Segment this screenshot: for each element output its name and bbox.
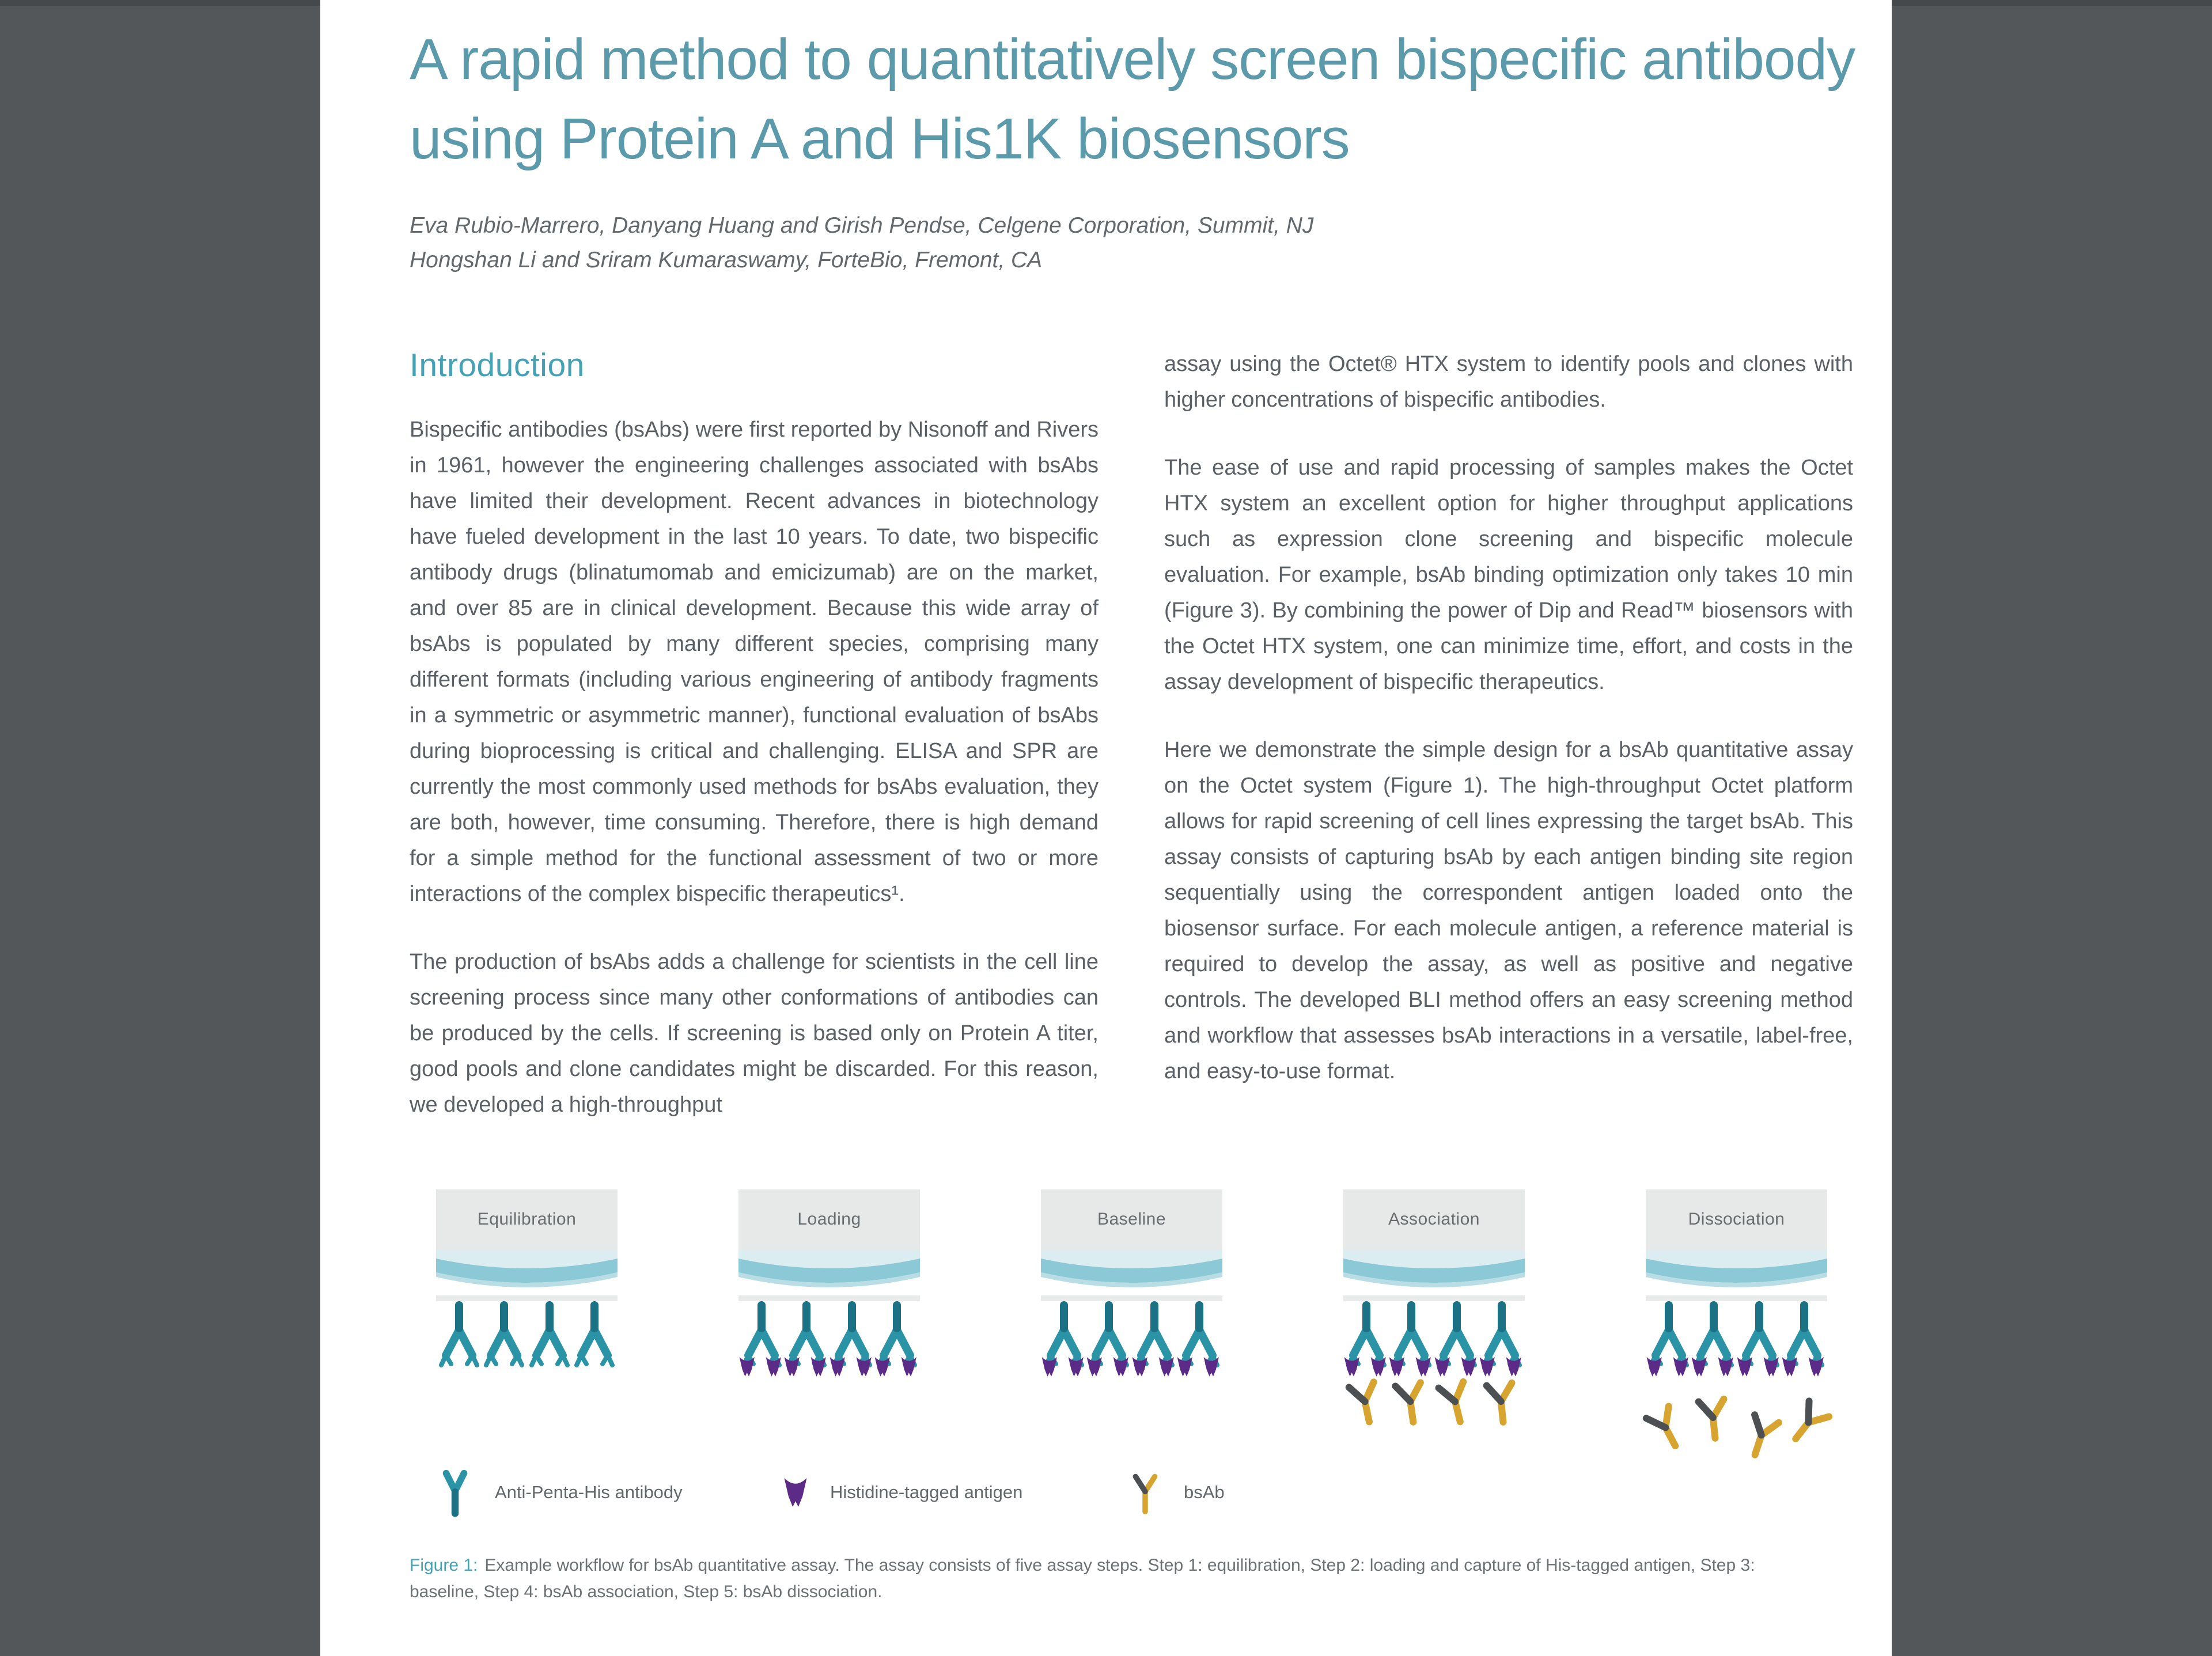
legend-label: bsAb xyxy=(1184,1481,1225,1502)
legend-label: Anti-Penta-His antibody xyxy=(495,1481,683,1502)
legend-item-2 xyxy=(783,1477,1128,1508)
figure-legend xyxy=(410,1465,1854,1520)
assay-step-label: Loading xyxy=(738,1189,920,1249)
authors-block xyxy=(410,209,1854,278)
his-tagged-antigen-icon xyxy=(783,1477,808,1508)
figure-caption-text: Example workflow for bsAb quantitative assay. The assay consists of five assay steps. Step 1: equilibration, Step 2: loading and capture of His-tagged antigen, Step 3: baseline, Step 4: bsAb association, Step 5: bsAb dissociation. xyxy=(410,1555,1755,1601)
right-gray-bar xyxy=(1892,0,2212,1656)
assay-step-label: Dissociation xyxy=(1646,1189,1827,1249)
assay-steps-row xyxy=(410,1189,1854,1451)
assay-step-panel-dissociation xyxy=(1646,1189,1827,1451)
assay-step-panel-loading xyxy=(738,1189,920,1451)
author-line-2: Hongshan Li and Sriram Kumaraswamy, ForteBio, Fremont, CA xyxy=(410,248,1043,273)
figure-caption xyxy=(410,1552,1792,1605)
figure-1 xyxy=(410,1189,1854,1605)
association-molecules xyxy=(1343,1301,1525,1451)
intro-paragraph-3: assay using the Octet® HTX system to identify pools and clones with higher concentrations of bispecific antibodies. xyxy=(1164,351,1853,412)
author-line-1: Eva Rubio-Marrero, Danyang Huang and Girish Pendse, Celgene Corporation, Summit, NJ xyxy=(410,213,1314,238)
assay-step-label: Baseline xyxy=(1041,1189,1222,1249)
page-title: A rapid method to quantitatively screen bispecific antibody using Protein A and His1K biosensors xyxy=(410,27,1855,171)
assay-step-panel-baseline xyxy=(1041,1189,1222,1451)
intro-paragraph-4: The ease of use and rapid processing of samples makes the Octet HTX system an excellent option for higher throughput applications such as expression clone screening and bispecific molecule evaluation. For example, bsAb binding optimization only takes 10 min (Figure 3). By combining the power of Dip and Read™ biosensors with the Octet HTX system, one can minimize time, effort, and costs in the assay development of bispecific therapeutics. xyxy=(1164,455,1853,694)
assay-step-panel-association xyxy=(1343,1189,1525,1451)
dissociation-molecules xyxy=(1646,1301,1827,1451)
introduction-heading: Introduction xyxy=(410,346,585,384)
assay-step-label: Association xyxy=(1343,1189,1525,1249)
biosensor-tip xyxy=(1646,1249,1827,1301)
legend-item-3 xyxy=(1128,1467,1225,1518)
left-column xyxy=(410,346,1099,1155)
biosensor-tip xyxy=(738,1249,920,1301)
figure-caption-label: Figure 1: xyxy=(410,1555,478,1575)
document-page xyxy=(320,0,1892,1656)
introduction-columns xyxy=(410,346,1854,1155)
equilibration-molecules xyxy=(436,1301,618,1451)
left-gray-bar xyxy=(0,0,320,1656)
biosensor-tip xyxy=(436,1249,618,1301)
anti-his-antibody-icon xyxy=(437,1465,473,1520)
biosensor-tip xyxy=(1343,1249,1525,1301)
loading-molecules xyxy=(738,1301,920,1451)
baseline-molecules xyxy=(1041,1301,1222,1451)
right-column xyxy=(1164,346,1853,1155)
legend-item-1 xyxy=(437,1465,783,1520)
legend-label: Histidine-tagged antigen xyxy=(830,1481,1023,1502)
intro-paragraph-5: Here we demonstrate the simple design for a bsAb quantitative assay on the Octet system (Figure 1). The high-throughput Octet platform allows for rapid screening of cell lines expressing the target bsAb. This assay consists of capturing bsAb by each antigen binding site region sequentially using the correspondent antigen loaded onto the biosensor surface. For each molecule antigen, a reference material is required to develop the assay, as well as positive and negative controls. The developed BLI method offers an easy screening method and workflow that assesses bsAb interactions in a versatile, label-free, and easy-to-use format. xyxy=(1164,737,1853,1083)
intro-paragraph-2: The production of bsAbs adds a challenge for scientists in the cell line screening process since many other conformations of antibodies can be produced by the cells. If screening is based only on Protein A titer, good pools and clone candidates might be discarded. For this reason, we developed a high-throughput xyxy=(410,949,1099,1117)
assay-step-label: Equilibration xyxy=(436,1189,618,1249)
intro-paragraph-1: Bispecific antibodies (bsAbs) were first reported by Nisonoff and Rivers in 1961, however the engineering challenges associated with bsAbs have limited their development. Recent advances in biotechnology have fueled development in the last 10 years. To date, two bispecific antibody drugs (blinatumomab and emicizumab) are on the market, and over 85 are in clinical development. Because this wide array of bsAbs is populated by many different species, comprising many different formats (including various engineering of antibody fragments in a symmetric or asymmetric manner), functional evaluation of bsAbs during bioprocessing is critical and challenging. ELISA and SPR are currently the most commonly used methods for bsAbs evaluation, they are both, however, time consuming. Therefore, there is high demand for a simple method for the functional assessment of two or more interactions of the complex bispecific therapeutics¹. xyxy=(410,417,1099,906)
assay-step-panel-equilibration xyxy=(436,1189,618,1451)
biosensor-tip xyxy=(1041,1249,1222,1301)
bsab-icon xyxy=(1128,1467,1162,1518)
